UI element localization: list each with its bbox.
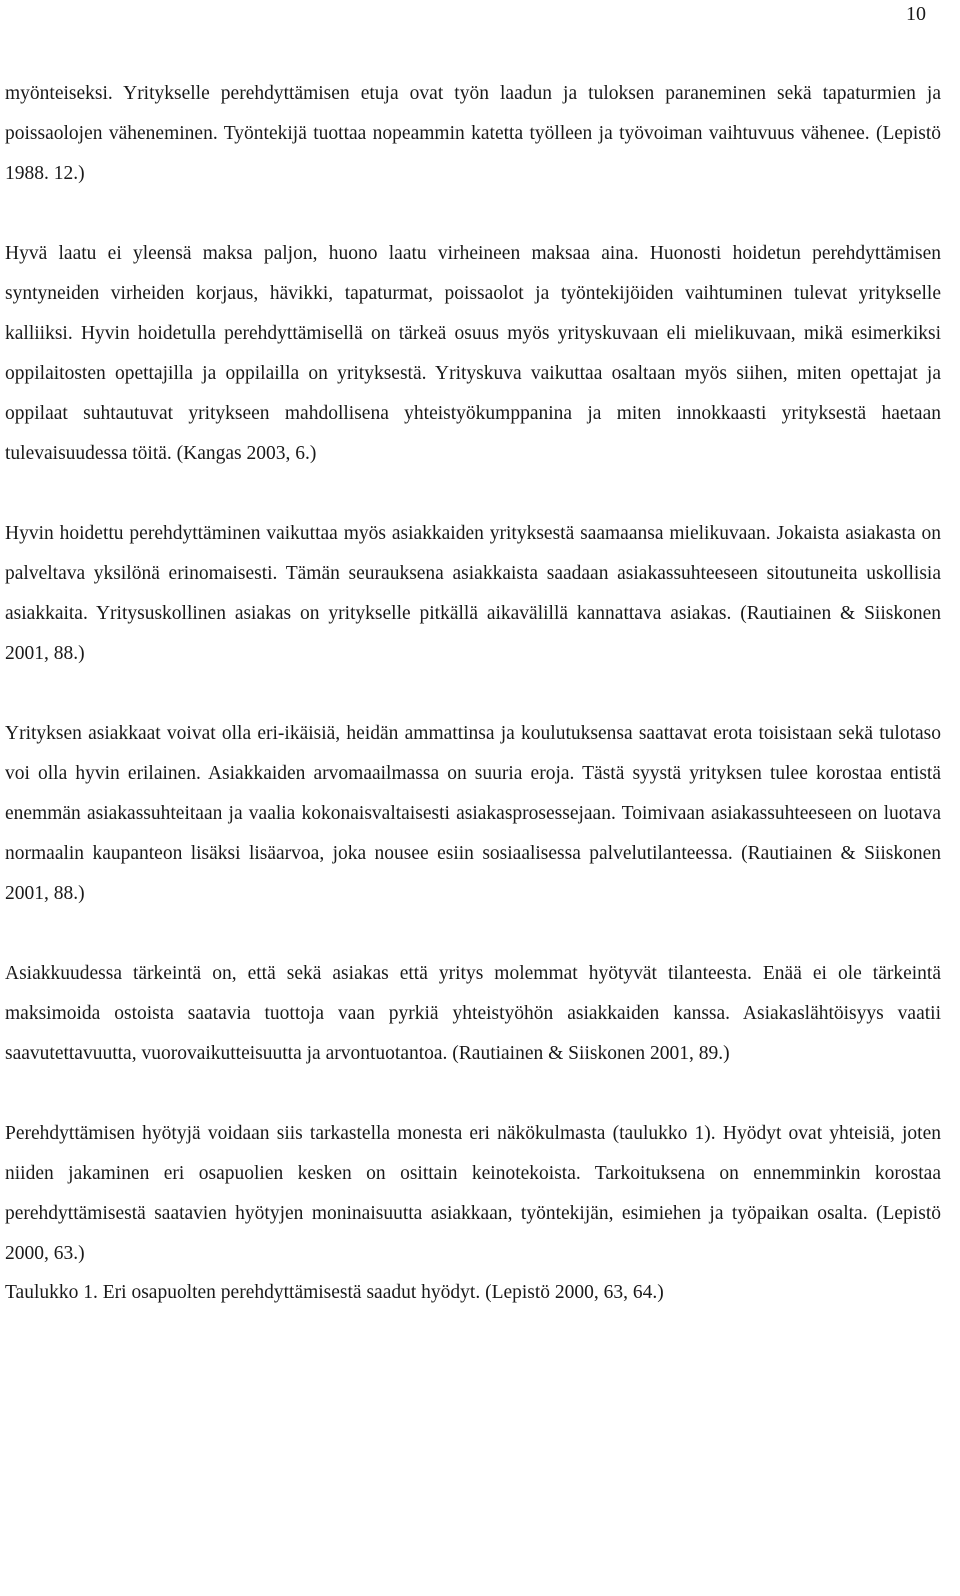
page-number: 10 [906,3,926,25]
paragraph: Hyvä laatu ei yleensä maksa paljon, huono laatu virheineen maksaa aina. Huonosti hoidetun perehdyttämisen syntyneiden virheiden korjaus, hävikki, tapaturmat, poissaolot ja työntekijöiden vaihtuminen tulevat yritykselle kalliiksi. Hyvin hoidetulla perehdyttämisellä on tärkeä osuus myös yrityskuvaan eli mielikuvaan, mikä esimerkiksi oppilaitosten opettajilla ja oppilailla on yrityksestä. Yrityskuva vaikuttaa osaltaan myös siihen, miten opettajat ja oppilaat suhtautuvat yritykseen mahdollisena yhteistyökumppanina ja miten innokkaasti yrityksestä haetaan tulevaisuudessa töitä. (Kangas 2003, 6.) [5,243,941,464]
paragraph-spacer [5,1074,941,1114]
paragraph-spacer [5,194,941,234]
paragraph: Perehdyttämisen hyötyjä voidaan siis tarkastella monesta eri näkökulmasta (taulukko 1). Hyödyt ovat yhteisiä, joten niiden jakaminen eri osapuolien kesken on osittain keinotekoista. Tarkoituksena on ennemminkin korostaa perehdyttämisestä saatavien hyötyjen moninaisuutta asiakkaan, työntekijän, esimiehen ja työpaikan osalta. (Lepistö 2000, 63.) [5,1123,941,1264]
document-body [5,74,941,1306]
paragraph: myönteiseksi. Yritykselle perehdyttämisen etuja ovat työn laadun ja tuloksen paraneminen sekä tapaturmien ja poissaolojen väheneminen. Työntekijä tuottaa nopeammin katetta työlleen ja työvoiman vaihtuvuus vähenee. (Lepistö 1988. 12.) [5,83,941,184]
paragraph: Asiakkuudessa tärkeintä on, että sekä asiakas että yritys molemmat hyötyvät tilanteesta. Enää ei ole tärkeintä maksimoida ostoista saatavia tuottoja vaan pyrkiä yhteistyöhön asiakkaiden kanssa. Asiakaslähtöisyys vaatii saavutettavuutta, vuorovaikutteisuutta ja arvontuotantoa. (Rautiainen & Siiskonen 2001, 89.) [5,963,941,1064]
table-caption: Taulukko 1. Eri osapuolten perehdyttämisestä saadut hyödyt. (Lepistö 2000, 63, 64.) [5,1282,664,1303]
paragraph-spacer [5,474,941,514]
paragraph-spacer [5,914,941,954]
paragraph: Yrityksen asiakkaat voivat olla eri-ikäisiä, heidän ammattinsa ja koulutuksensa saattavat erota toisistaan sekä tulotaso voi olla hyvin erilainen. Asiakkaiden arvomaailmassa on suuria eroja. Tästä syystä yrityksen tulee korostaa entistä enemmän asiakassuhteitaan ja vaalia kokonaisvaltaisesti asiakasprosessejaan. Toimivaan asiakassuhteeseen on luotava normaalin kaupanteon lisäksi lisäarvoa, joka nousee esiin sosiaalisessa palvelutilanteessa. (Rautiainen & Siiskonen 2001, 88.) [5,723,941,904]
paragraph: Hyvin hoidettu perehdyttäminen vaikuttaa myös asiakkaiden yrityksestä saamaansa mielikuvaan. Jokaista asiakasta on palveltava yksilönä erinomaisesti. Tämän seurauksena asiakkaista saadaan asiakassuhteeseen sitoutuneita uskollisia asiakkaita. Yritysuskollinen asiakas on yritykselle pitkällä aikavälillä kannattava asiakas. (Rautiainen & Siiskonen 2001, 88.) [5,523,941,664]
paragraph-spacer [5,674,941,714]
